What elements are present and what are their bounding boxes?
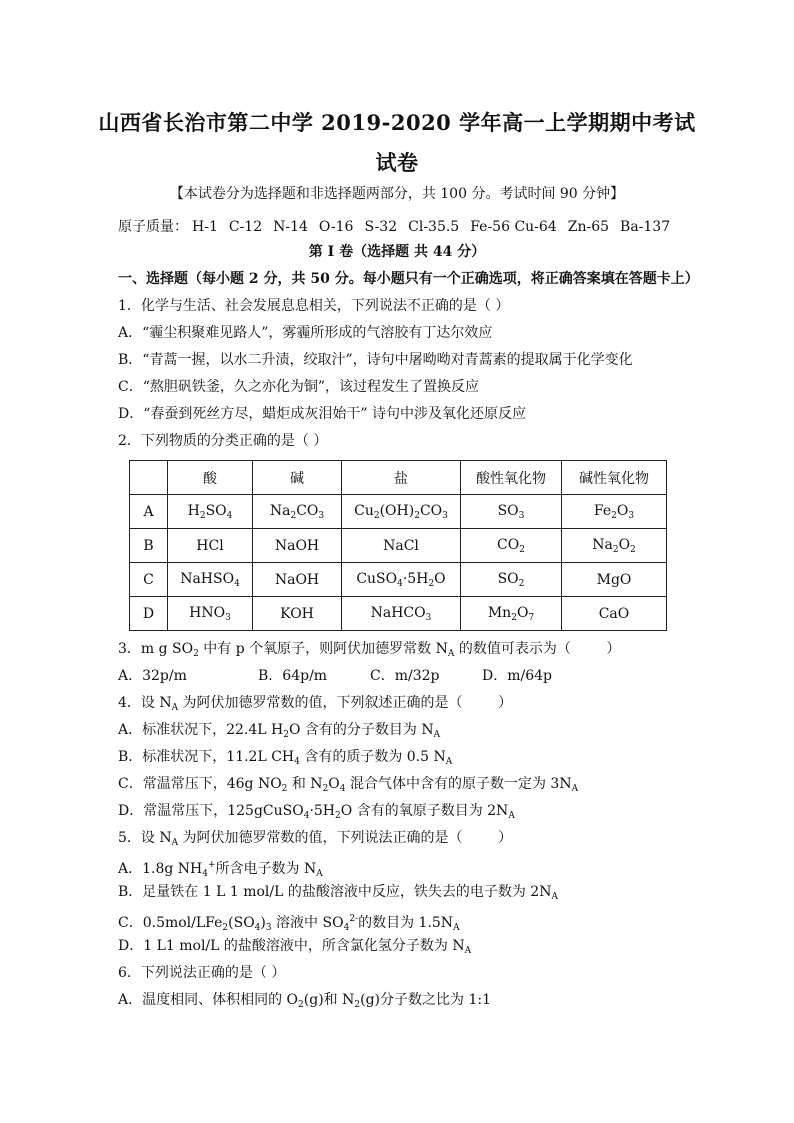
base-cell: KOH bbox=[253, 597, 342, 631]
basic-oxide-cell: MgO bbox=[562, 563, 667, 597]
classification-table bbox=[129, 460, 667, 631]
acidic-oxide-cell: $SO_2$ bbox=[461, 563, 562, 597]
atomic-mass-item: Ba-137 bbox=[620, 219, 671, 235]
question-3-option-d: D．m/64p bbox=[482, 668, 552, 684]
question-5-option-b: B．足量铁在 1 L 1 mol/L 的盐酸溶液中反应，铁失去的电子数为 $2N_A$ bbox=[118, 884, 558, 902]
question-4-option-a: A．标准状况下，22.4L $H_2O$ 含有的分子数目为 $N_A$ bbox=[118, 722, 441, 740]
acidic-oxide-cell: $Mn_2O_7$ bbox=[461, 597, 562, 631]
base-cell: $Na_2CO_3$ bbox=[253, 495, 342, 529]
atomic-mass-list bbox=[118, 218, 681, 236]
table-row bbox=[130, 529, 667, 563]
salt-cell: $CuSO_4\cdot 5H_2O$ bbox=[342, 563, 461, 597]
question-3-option-a: A．32p/m bbox=[118, 668, 187, 684]
question-3-stem: 3．m g $SO_2$ 中有 p 个氧原子，则阿伏加德罗常数 $N_A$ 的数值可表示为（ ） bbox=[118, 641, 621, 659]
exam-intro: 【本试卷分为选择题和非选择题两部分，共 100 分。考试时间 90 分钟】 bbox=[169, 186, 625, 202]
atomic-mass-item: Zn-65 bbox=[567, 219, 610, 235]
exam-title-continued: 试卷 bbox=[375, 150, 419, 175]
table-row bbox=[130, 495, 667, 529]
question-6-option-a: A．温度相同、体积相同的 $O_2(g)$和 $N_2(g)$分子数之比为 1:1 bbox=[118, 992, 491, 1010]
question-6-stem: 6．下列说法正确的是（ ） bbox=[118, 965, 286, 981]
row-label: D bbox=[130, 597, 168, 631]
acid-cell: $H_2SO_4$ bbox=[168, 495, 253, 529]
question-4-stem: 4．设 $N_A$ 为阿伏加德罗常数的值，下列叙述正确的是（ ） bbox=[118, 695, 513, 713]
question-3-option-c: C．m/32p bbox=[370, 668, 440, 684]
table-header-cell: 酸性氧化物 bbox=[461, 461, 562, 495]
salt-cell: $Cu_2(OH)_2CO_3$ bbox=[342, 495, 461, 529]
base-cell: NaOH bbox=[253, 563, 342, 597]
basic-oxide-cell: $Na_2O_2$ bbox=[562, 529, 667, 563]
exam-title: 山西省长治市第二中学 2019-2020 学年高一上学期期中考试 bbox=[98, 110, 696, 135]
table-header-row bbox=[130, 461, 667, 495]
table-header-cell: 盐 bbox=[342, 461, 461, 495]
question-1-option-c: C．“熬胆矾铁釜，久之亦化为铜”，该过程发生了置换反应 bbox=[118, 379, 480, 395]
table-row bbox=[130, 563, 667, 597]
basic-oxide-cell: CaO bbox=[562, 597, 667, 631]
table-row bbox=[130, 597, 667, 631]
row-label: C bbox=[130, 563, 168, 597]
acidic-oxide-cell: $SO_3$ bbox=[461, 495, 562, 529]
atomic-mass-label: 原子质量： bbox=[118, 219, 188, 235]
atomic-mass-item: O-16 bbox=[318, 219, 354, 235]
question-1-option-b: B．“青蒿一握，以水二升渍，绞取汁”，诗句中屠呦呦对青蒿素的提取属于化学变化 bbox=[118, 352, 633, 368]
atomic-mass-item: N-14 bbox=[273, 219, 308, 235]
question-1-option-a: A．“霾尘积聚难见路人”，雾霾所形成的气溶胶有丁达尔效应 bbox=[118, 325, 493, 341]
section-heading: 第 I 卷（选择题 共 44 分） bbox=[308, 244, 486, 260]
atomic-mass-item: Cl-35.5 bbox=[408, 219, 460, 235]
acid-cell: $HNO_3$ bbox=[168, 597, 253, 631]
question-2-stem: 2．下列物质的分类正确的是（ ） bbox=[118, 433, 328, 449]
question-1-option-d: D．“春蚕到死丝方尽，蜡炬成灰泪始干” 诗句中涉及氧化还原反应 bbox=[118, 406, 526, 422]
question-4-option-c: C．常温常压下，46g $NO_2$ 和 $N_2O_4$ 混合气体中含有的原子数一定为 $3N_A$ bbox=[118, 776, 579, 794]
atomic-mass-item: C-12 bbox=[228, 219, 263, 235]
question-5-option-c: C．$0.5mol/LFe_2(SO_4)_3$ 溶液中 $SO_4^{2-}$的数目为 $1.5N_A$ bbox=[118, 914, 460, 933]
question-4-option-b: B．标准状况下，11.2L $CH_4$ 含有的质子数为 0.5 $N_A$ bbox=[118, 749, 453, 767]
base-cell: NaOH bbox=[253, 529, 342, 563]
salt-cell: NaCl bbox=[342, 529, 461, 563]
table-header-cell: 酸 bbox=[168, 461, 253, 495]
basic-oxide-cell: $Fe_2O_3$ bbox=[562, 495, 667, 529]
row-label: A bbox=[130, 495, 168, 529]
acid-cell: NaHSO$_4$ bbox=[168, 563, 253, 597]
question-5-stem: 5．设 $N_A$ 为阿伏加德罗常数的值，下列说法正确的是（ ） bbox=[118, 830, 513, 848]
question-3-option-b: B．64p/m bbox=[258, 668, 328, 684]
part-heading: 一、选择题（每小题 2 分，共 50 分。每小题只有一个正确选项，将正确答案填在答题卡上） bbox=[118, 271, 699, 287]
table-header-cell: 碱 bbox=[253, 461, 342, 495]
atomic-mass-item: S-32 bbox=[364, 219, 398, 235]
salt-cell: NaHCO$_3$ bbox=[342, 597, 461, 631]
table-header-cell bbox=[130, 461, 168, 495]
question-1-stem: 1．化学与生活、社会发展息息相关，下列说法不正确的是（ ） bbox=[118, 298, 510, 314]
question-5-option-d: D．1 L1 mol/L 的盐酸溶液中，所含氯化氢分子数为 $N_A$ bbox=[118, 938, 472, 956]
acid-cell: HCl bbox=[168, 529, 253, 563]
row-label: B bbox=[130, 529, 168, 563]
atomic-mass-item: Fe-56 Cu-64 bbox=[470, 219, 557, 235]
table-header-cell: 碱性氧化物 bbox=[562, 461, 667, 495]
question-5-option-a: A．1.8g $NH_4^+$所含电子数为 $N_A$ bbox=[118, 860, 323, 879]
atomic-mass-item: H-1 bbox=[192, 219, 218, 235]
acidic-oxide-cell: $CO_2$ bbox=[461, 529, 562, 563]
question-4-option-d: D．常温常压下，$125gCuSO_4\cdot 5H_2O$ 含有的氧原子数目为 $2N_A$ bbox=[118, 803, 515, 821]
